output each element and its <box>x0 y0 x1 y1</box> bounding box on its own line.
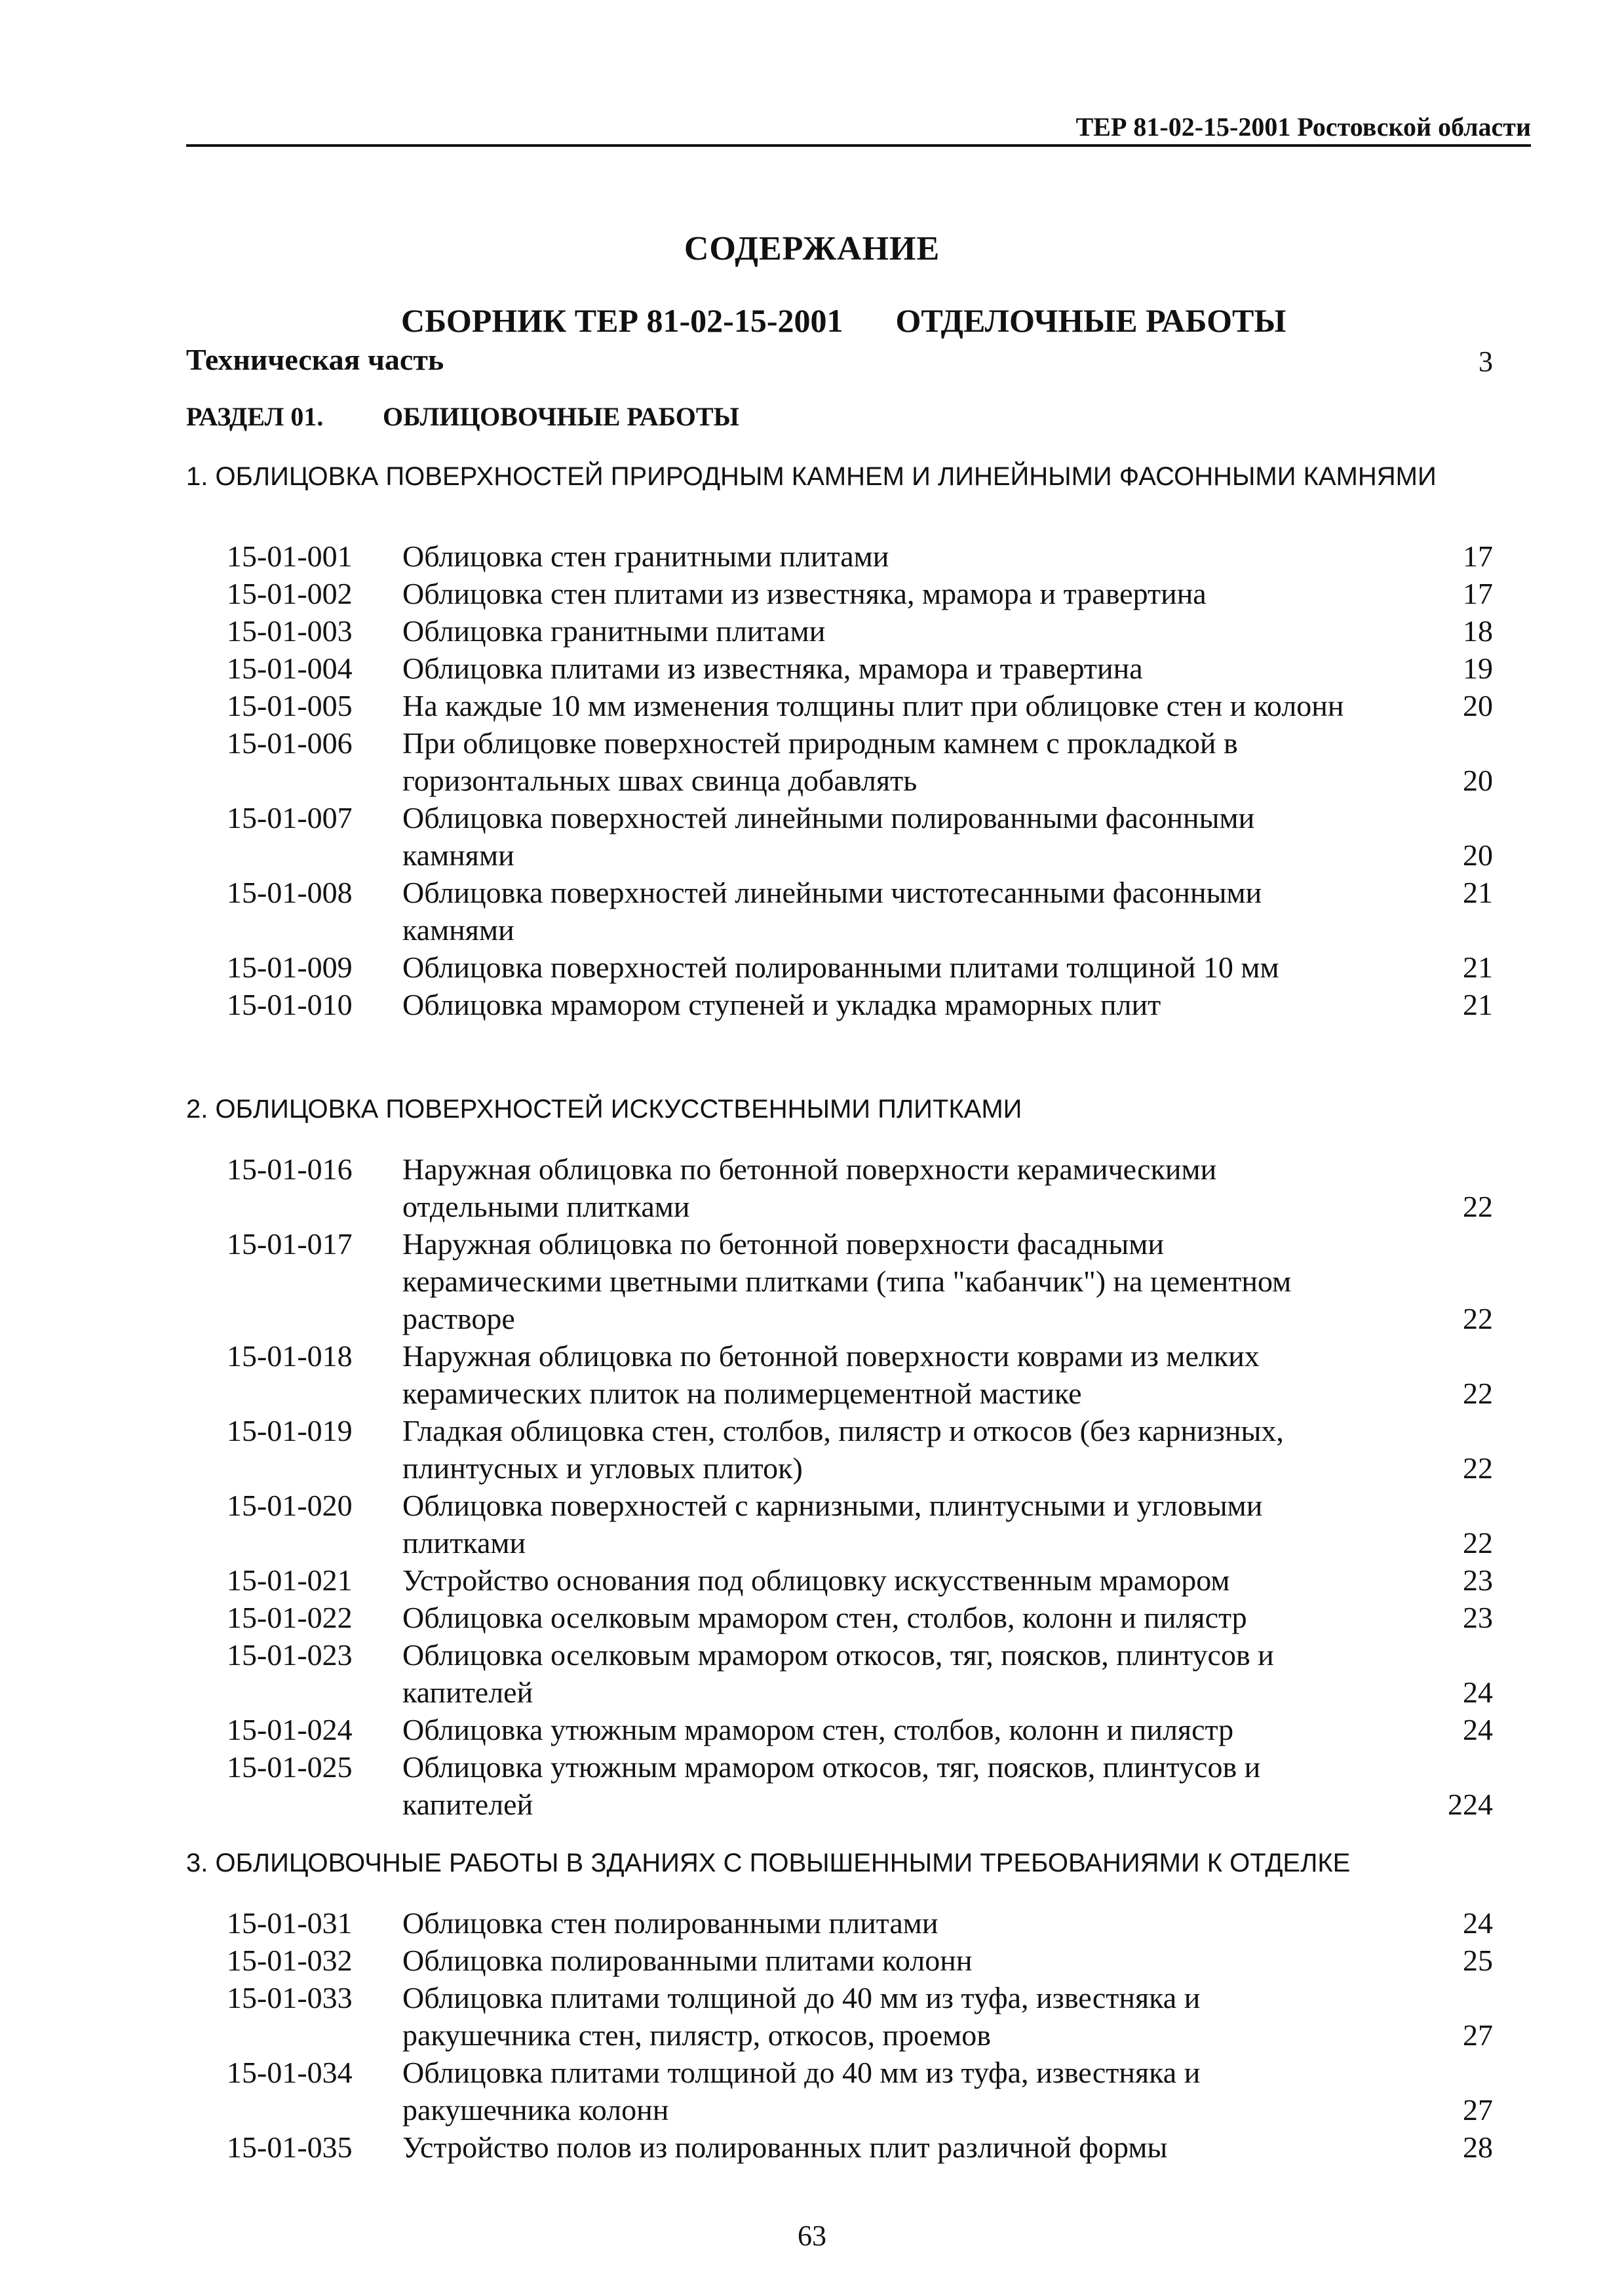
entry-desc: Облицовка поверхностей полированными плитами толщиной 10 мм <box>402 951 1279 984</box>
section-number: РАЗДЕЛ 01. <box>186 402 324 431</box>
page-number: 63 <box>798 2220 826 2252</box>
entry-page: 18 <box>1463 614 1493 648</box>
entry-code: 15-01-023 <box>227 1638 353 1672</box>
entry-desc: Облицовка плитами толщиной до 40 мм из туфа, известняка и ракушечника стен, пилястр, откосов, проемов <box>402 1981 1201 2052</box>
toc-entry[interactable] <box>0 1412 1624 1487</box>
toc-entry[interactable] <box>0 575 1624 612</box>
entry-code: 15-01-017 <box>227 1227 353 1261</box>
entry-page: 22 <box>1463 1451 1493 1485</box>
toc-entry[interactable] <box>0 1225 1624 1337</box>
toc-entry[interactable] <box>0 650 1624 687</box>
entry-code: 15-01-021 <box>227 1563 353 1597</box>
running-header: ТЕР 81-02-15-2001 Ростовской области <box>186 111 1531 147</box>
toc-entry[interactable] <box>0 1150 1624 1225</box>
entry-desc: Облицовка утюжным мрамором откосов, тяг, поясков, плинтусов и капителей <box>402 1750 1261 1821</box>
entry-code: 15-01-016 <box>227 1152 353 1186</box>
entry-page: 27 <box>1463 2093 1493 2127</box>
toc-entry[interactable] <box>0 1487 1624 1561</box>
entry-code: 15-01-018 <box>227 1339 353 1373</box>
toc-entry[interactable] <box>0 724 1624 799</box>
toc-entry[interactable] <box>0 1337 1624 1412</box>
entry-page: 24 <box>1463 1713 1493 1746</box>
entry-code: 15-01-034 <box>227 2056 353 2089</box>
entry-code: 15-01-024 <box>227 1713 353 1746</box>
toc-entry[interactable] <box>0 1979 1624 2054</box>
entry-desc: Облицовка стен плитами из известняка, мрамора и травертина <box>402 577 1207 610</box>
entry-desc: Облицовка мрамором ступеней и укладка мраморных плит <box>402 988 1161 1021</box>
entry-desc: Облицовка оселковым мрамором стен, столбов, колонн и пилястр <box>402 1601 1247 1634</box>
entry-page: 20 <box>1463 838 1493 872</box>
entry-code: 15-01-009 <box>227 951 353 984</box>
entry-desc: Облицовка стен гранитными плитами <box>402 540 889 573</box>
entry-code: 15-01-032 <box>227 1944 353 1977</box>
page-title: СОДЕРЖАНИЕ <box>684 230 940 267</box>
toc-entry[interactable] <box>0 1748 1624 1823</box>
toc-entry[interactable] <box>0 612 1624 650</box>
collection-name: ОТДЕЛОЧНЫЕ РАБОТЫ <box>895 302 1286 339</box>
entry-code: 15-01-025 <box>227 1750 353 1784</box>
toc-entry[interactable] <box>0 2129 1624 2166</box>
entry-page: 19 <box>1463 652 1493 685</box>
entry-desc: Облицовка плитами из известняка, мрамора и травертина <box>402 652 1143 685</box>
entry-desc: Облицовка оселковым мрамором откосов, тяг, поясков, плинтусов и капителей <box>402 1638 1274 1709</box>
toc-entry[interactable] <box>0 1599 1624 1636</box>
entry-code: 15-01-008 <box>227 876 353 909</box>
group-title-2: 2. ОБЛИЦОВКА ПОВЕРХНОСТЕЙ ИСКУССТВЕННЫМИ ПЛИТКАМИ <box>186 1095 1022 1124</box>
entry-page: 21 <box>1463 876 1493 909</box>
collection-title <box>401 302 1286 340</box>
entry-desc: Облицовка гранитными плитами <box>402 614 826 648</box>
entry-desc: Устройство основания под облицовку искусственным мрамором <box>402 1563 1230 1597</box>
entry-desc: Облицовка полированными плитами колонн <box>402 1944 973 1977</box>
entry-code: 15-01-005 <box>227 689 353 722</box>
entry-page: 22 <box>1463 1190 1493 1223</box>
entry-code: 15-01-007 <box>227 801 353 834</box>
entry-page: 24 <box>1463 1906 1493 1940</box>
entry-page: 27 <box>1463 2018 1493 2052</box>
entry-desc: При облицовке поверхностей природным камнем с прокладкой в горизонтальных швах свинца добавлять <box>402 726 1238 797</box>
group-title-1: 1. ОБЛИЦОВКА ПОВЕРХНОСТЕЙ ПРИРОДНЫМ КАМНЕМ И ЛИНЕЙНЫМИ ФАСОННЫМИ КАМНЯМИ <box>186 462 1437 491</box>
entry-desc: Наружная облицовка по бетонной поверхности коврами из мелких керамических плиток на полимерцементной мастике <box>402 1339 1260 1410</box>
group-3-entries <box>0 1904 1624 2166</box>
entry-page: 23 <box>1463 1563 1493 1597</box>
entry-desc: Наружная облицовка по бетонной поверхности керамическими отдельными плитками <box>402 1152 1217 1223</box>
tech-part-page: 3 <box>1479 345 1493 378</box>
entry-page: 22 <box>1463 1526 1493 1560</box>
entry-code: 15-01-022 <box>227 1601 353 1634</box>
entry-page: 22 <box>1463 1302 1493 1335</box>
entry-page: 24 <box>1463 1676 1493 1709</box>
collection-code: СБОРНИК ТЕР 81-02-15-2001 <box>401 302 843 339</box>
toc-entry[interactable] <box>0 1942 1624 1979</box>
entry-desc: Наружная облицовка по бетонной поверхности фасадными керамическими цветными плитками (типа "кабанчик") на цементном растворе <box>402 1227 1292 1335</box>
entry-page: 224 <box>1448 1788 1493 1821</box>
entry-code: 15-01-004 <box>227 652 353 685</box>
toc-entry[interactable] <box>0 1561 1624 1599</box>
toc-entry[interactable] <box>0 1636 1624 1711</box>
group-1-entries <box>0 538 1624 1023</box>
entry-page: 20 <box>1463 689 1493 722</box>
entry-page: 20 <box>1463 764 1493 797</box>
entry-desc: Облицовка плитами толщиной до 40 мм из туфа, известняка и ракушечника колонн <box>402 2056 1201 2127</box>
group-title-3: 3. ОБЛИЦОВОЧНЫЕ РАБОТЫ В ЗДАНИЯХ С ПОВЫШЕННЫМИ ТРЕБОВАНИЯМИ К ОТДЕЛКЕ <box>186 1849 1351 1877</box>
entry-desc: Облицовка утюжным мрамором стен, столбов, колонн и пилястр <box>402 1713 1234 1746</box>
entry-page: 23 <box>1463 1601 1493 1634</box>
entry-code: 15-01-003 <box>227 614 353 648</box>
entry-desc: Гладкая облицовка стен, столбов, пилястр и откосов (без карнизных, плинтусных и угловых плиток) <box>402 1414 1284 1485</box>
toc-entry[interactable] <box>0 949 1624 986</box>
section-heading <box>186 401 739 432</box>
toc-entry[interactable] <box>0 538 1624 575</box>
toc-entry[interactable] <box>0 874 1624 949</box>
entry-code: 15-01-020 <box>227 1489 353 1522</box>
entry-page: 25 <box>1463 1944 1493 1977</box>
entry-code: 15-01-002 <box>227 577 353 610</box>
group-2-entries <box>0 1150 1624 1823</box>
entry-desc: Облицовка поверхностей линейными полированными фасонными камнями <box>402 801 1255 872</box>
toc-entry[interactable] <box>0 687 1624 724</box>
tech-part-label: Техническая часть <box>186 343 444 376</box>
entry-code: 15-01-033 <box>227 1981 353 2014</box>
entry-page: 28 <box>1463 2130 1493 2164</box>
toc-entry[interactable] <box>0 986 1624 1023</box>
entry-page: 21 <box>1463 951 1493 984</box>
entry-code: 15-01-010 <box>227 988 353 1021</box>
toc-entry[interactable] <box>0 1711 1624 1748</box>
entry-desc: Облицовка стен полированными плитами <box>402 1906 938 1940</box>
toc-entry[interactable] <box>0 2054 1624 2129</box>
toc-entry[interactable] <box>0 1904 1624 1942</box>
entry-page: 22 <box>1463 1377 1493 1410</box>
entry-code: 15-01-001 <box>227 540 353 573</box>
entry-code: 15-01-006 <box>227 726 353 760</box>
entry-code: 15-01-031 <box>227 1906 353 1940</box>
entry-code: 15-01-035 <box>227 2130 353 2164</box>
entry-page: 21 <box>1463 988 1493 1021</box>
entry-desc: Устройство полов из полированных плит различной формы <box>402 2130 1168 2164</box>
section-name: ОБЛИЦОВОЧНЫЕ РАБОТЫ <box>383 402 739 431</box>
toc-entry[interactable] <box>0 799 1624 874</box>
entry-page: 17 <box>1463 577 1493 610</box>
entry-code: 15-01-019 <box>227 1414 353 1447</box>
entry-desc: На каждые 10 мм изменения толщины плит при облицовке стен и колонн <box>402 689 1344 722</box>
entry-desc: Облицовка поверхностей линейными чистотесанными фасонными камнями <box>402 876 1262 947</box>
entry-page: 17 <box>1463 540 1493 573</box>
entry-desc: Облицовка поверхностей с карнизными, плинтусными и угловыми плитками <box>402 1489 1263 1560</box>
